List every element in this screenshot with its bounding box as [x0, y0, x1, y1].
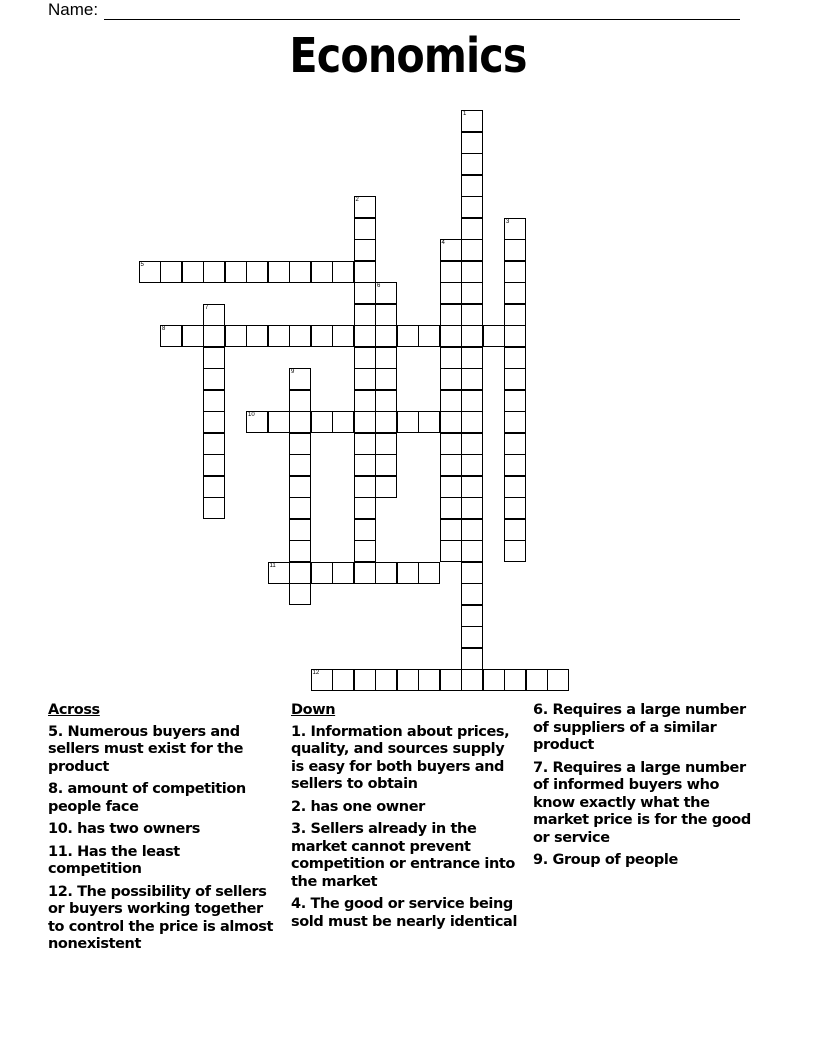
- across-heading: Across: [48, 702, 100, 718]
- grid-cell[interactable]: [440, 390, 462, 412]
- grid-cell[interactable]: [289, 454, 311, 476]
- grid-cell[interactable]: [182, 325, 204, 347]
- across-clues: [48, 702, 278, 959]
- grid-cell[interactable]: [160, 261, 182, 283]
- grid-cell[interactable]: [332, 562, 354, 584]
- grid-cell[interactable]: [418, 411, 440, 433]
- grid-cell[interactable]: [203, 261, 225, 283]
- grid-cell[interactable]: [504, 304, 526, 326]
- grid-cell[interactable]: [547, 669, 569, 691]
- grid-cell[interactable]: [526, 669, 548, 691]
- clue-number: 12: [312, 670, 320, 676]
- grid-cell[interactable]: [504, 519, 526, 541]
- grid-cell[interactable]: [354, 411, 376, 433]
- grid-cell[interactable]: [289, 497, 311, 519]
- grid-cell[interactable]: [268, 325, 290, 347]
- clue-down-4: 4. The good or service being sold must be nearly identical: [291, 896, 518, 930]
- grid-cell[interactable]: [461, 368, 483, 390]
- grid-cell[interactable]: [440, 540, 462, 562]
- grid-cell[interactable]: [375, 476, 397, 498]
- grid-cell[interactable]: [504, 325, 526, 347]
- grid-cell[interactable]: [332, 325, 354, 347]
- grid-cell[interactable]: [461, 626, 483, 648]
- grid-cell[interactable]: [461, 583, 483, 605]
- clue-number: 3: [506, 218, 510, 225]
- grid-cell[interactable]: [354, 282, 376, 304]
- grid-cell[interactable]: [354, 347, 376, 369]
- clue-number: 10: [248, 412, 255, 418]
- grid-cell[interactable]: [461, 132, 483, 154]
- grid-cell[interactable]: [246, 411, 268, 433]
- grid-cell[interactable]: [375, 390, 397, 412]
- clue-down-7: 7. Requires a large number of informed buyers who know exactly what the market price is for the good or service: [533, 759, 751, 846]
- grid-cell[interactable]: [246, 325, 268, 347]
- grid-cell[interactable]: [225, 261, 247, 283]
- grid-cell[interactable]: [182, 261, 204, 283]
- grid-cell[interactable]: [203, 497, 225, 519]
- grid-cell[interactable]: [483, 325, 505, 347]
- clue-down-6: 6. Requires a large number of suppliers of a similar product: [533, 702, 746, 753]
- name-label: Name:: [48, 0, 99, 19]
- grid-cell[interactable]: [440, 497, 462, 519]
- clue-across-8: 8. amount of competition people face: [48, 781, 246, 815]
- grid-cell[interactable]: [268, 261, 290, 283]
- grid-cell[interactable]: [203, 347, 225, 369]
- grid-cell[interactable]: [483, 669, 505, 691]
- grid-cell[interactable]: [289, 583, 311, 605]
- grid-cell[interactable]: [375, 282, 397, 304]
- grid-cell[interactable]: [440, 411, 462, 433]
- grid-cell[interactable]: [461, 669, 483, 691]
- grid-cell[interactable]: [289, 368, 311, 390]
- grid-cell[interactable]: [203, 433, 225, 455]
- grid-cell[interactable]: [504, 433, 526, 455]
- grid-cell[interactable]: [289, 261, 311, 283]
- grid-cell[interactable]: [311, 411, 333, 433]
- grid-cell[interactable]: [246, 261, 268, 283]
- grid-cell[interactable]: [461, 218, 483, 240]
- grid-cell[interactable]: [354, 239, 376, 261]
- grid-cell[interactable]: [440, 433, 462, 455]
- clue-across-10: 10. has two owners: [48, 821, 200, 837]
- grid-cell[interactable]: [354, 497, 376, 519]
- grid-cell[interactable]: [203, 304, 225, 326]
- grid-cell[interactable]: [504, 218, 526, 240]
- grid-cell[interactable]: [440, 325, 462, 347]
- clue-across-11: 11. Has the least competition: [48, 843, 180, 877]
- grid-cell[interactable]: [461, 239, 483, 261]
- grid-cell[interactable]: [289, 411, 311, 433]
- grid-cell[interactable]: [397, 669, 419, 691]
- clue-across-12: 12. The possibility of sellers or buyers working together to control the price is almost nonexistent: [48, 883, 274, 952]
- grid-cell[interactable]: [289, 325, 311, 347]
- grid-cell[interactable]: [418, 325, 440, 347]
- clue-across-5: 5. Numerous buyers and sellers must exist for the product: [48, 723, 244, 775]
- grid-cell[interactable]: [203, 476, 225, 498]
- grid-cell[interactable]: [354, 454, 376, 476]
- grid-cell[interactable]: [440, 669, 462, 691]
- grid-cell[interactable]: [461, 519, 483, 541]
- grid-cell[interactable]: [440, 347, 462, 369]
- grid-cell[interactable]: [289, 519, 311, 541]
- grid-cell[interactable]: [160, 325, 182, 347]
- down-clues-continued: [533, 702, 763, 875]
- grid-cell[interactable]: [397, 562, 419, 584]
- grid-cell[interactable]: [418, 562, 440, 584]
- grid-cell[interactable]: [225, 325, 247, 347]
- grid-cell[interactable]: [354, 304, 376, 326]
- grid-cell[interactable]: [354, 325, 376, 347]
- grid-cell[interactable]: [440, 368, 462, 390]
- clue-number: 4: [441, 240, 445, 246]
- grid-cell[interactable]: [461, 282, 483, 304]
- grid-cell[interactable]: [440, 261, 462, 283]
- grid-cell[interactable]: [375, 368, 397, 390]
- grid-cell[interactable]: [504, 347, 526, 369]
- grid-cell[interactable]: [203, 368, 225, 390]
- grid-cell[interactable]: [461, 325, 483, 347]
- grid-cell[interactable]: [354, 519, 376, 541]
- grid-cell[interactable]: [504, 476, 526, 498]
- grid-cell[interactable]: [440, 239, 462, 261]
- down-clues: [291, 702, 521, 936]
- grid-cell[interactable]: [504, 540, 526, 562]
- clue-down-3: 3. Sellers already in the market cannot prevent competition or entrance into the market: [291, 821, 515, 890]
- clue-number: 11: [269, 562, 276, 569]
- clue-number: 1: [463, 111, 467, 117]
- grid-cell[interactable]: [203, 454, 225, 476]
- clue-down-9: 9. Group of people: [533, 852, 678, 868]
- grid-cell[interactable]: [289, 562, 311, 584]
- grid-cell[interactable]: [461, 110, 483, 132]
- grid-cell[interactable]: [397, 411, 419, 433]
- grid-cell[interactable]: [311, 669, 333, 691]
- grid-cell[interactable]: [203, 325, 225, 347]
- grid-cell[interactable]: [354, 540, 376, 562]
- grid-cell[interactable]: [504, 282, 526, 304]
- grid-cell[interactable]: [504, 411, 526, 433]
- grid-cell[interactable]: [461, 433, 483, 455]
- grid-cell[interactable]: [354, 476, 376, 498]
- grid-cell[interactable]: [268, 411, 290, 433]
- grid-cell[interactable]: [461, 497, 483, 519]
- grid-cell[interactable]: [461, 175, 483, 197]
- grid-cell[interactable]: [418, 669, 440, 691]
- clue-number: 8: [162, 326, 166, 332]
- grid-cell[interactable]: [354, 669, 376, 691]
- grid-cell[interactable]: [375, 325, 397, 347]
- grid-cell[interactable]: [461, 196, 483, 218]
- clue-number: 7: [205, 304, 209, 311]
- grid-cell[interactable]: [354, 433, 376, 455]
- grid-cell[interactable]: [375, 562, 397, 584]
- grid-cell[interactable]: [375, 454, 397, 476]
- grid-cell[interactable]: [289, 476, 311, 498]
- grid-cell[interactable]: [440, 454, 462, 476]
- clue-number: 2: [355, 197, 359, 203]
- grid-cell[interactable]: [504, 669, 526, 691]
- grid-cell[interactable]: [504, 261, 526, 283]
- grid-cell[interactable]: [203, 411, 225, 433]
- grid-cell[interactable]: [461, 454, 483, 476]
- grid-cell[interactable]: [375, 433, 397, 455]
- grid-cell[interactable]: [289, 540, 311, 562]
- grid-cell[interactable]: [461, 648, 483, 670]
- clue-down-2: 2. has one owner: [291, 798, 425, 815]
- grid-cell[interactable]: [311, 325, 333, 347]
- grid-cell[interactable]: [504, 454, 526, 476]
- clue-number: 6: [377, 283, 381, 289]
- grid-cell[interactable]: [461, 390, 483, 412]
- grid-cell[interactable]: [375, 347, 397, 369]
- grid-cell[interactable]: [289, 433, 311, 455]
- grid-cell[interactable]: [440, 476, 462, 498]
- grid-cell[interactable]: [332, 411, 354, 433]
- grid-cell[interactable]: [332, 669, 354, 691]
- grid-cell[interactable]: [461, 347, 483, 369]
- grid-cell[interactable]: [375, 411, 397, 433]
- grid-cell[interactable]: [375, 304, 397, 326]
- grid-cell[interactable]: [354, 368, 376, 390]
- down-heading: Down: [291, 702, 336, 718]
- grid-cell[interactable]: [311, 562, 333, 584]
- grid-cell[interactable]: [504, 497, 526, 519]
- grid-cell[interactable]: [461, 476, 483, 498]
- grid-cell[interactable]: [461, 562, 483, 584]
- grid-cell[interactable]: [354, 218, 376, 240]
- grid-cell[interactable]: [354, 390, 376, 412]
- clue-number: 9: [291, 369, 295, 375]
- grid-cell[interactable]: [440, 304, 462, 326]
- grid-cell[interactable]: [461, 540, 483, 562]
- grid-cell[interactable]: [461, 261, 483, 283]
- grid-cell[interactable]: [268, 562, 290, 584]
- clue-number: 5: [140, 261, 144, 268]
- grid-cell[interactable]: [504, 390, 526, 412]
- puzzle-title: Economics: [289, 28, 527, 84]
- grid-cell[interactable]: [354, 196, 376, 218]
- grid-cell[interactable]: [203, 390, 225, 412]
- grid-cell[interactable]: [289, 390, 311, 412]
- grid-cell[interactable]: [461, 605, 483, 627]
- grid-cell[interactable]: [332, 261, 354, 283]
- grid-cell[interactable]: [397, 325, 419, 347]
- grid-cell[interactable]: [139, 261, 161, 283]
- grid-cell[interactable]: [440, 519, 462, 541]
- grid-cell[interactable]: [354, 261, 376, 283]
- grid-cell[interactable]: [461, 153, 483, 175]
- grid-cell[interactable]: [504, 368, 526, 390]
- grid-cell[interactable]: [311, 261, 333, 283]
- grid-cell[interactable]: [461, 304, 483, 326]
- grid-cell[interactable]: [440, 282, 462, 304]
- grid-cell[interactable]: [375, 669, 397, 691]
- grid-cell[interactable]: [504, 239, 526, 261]
- clue-down-1: 1. Information about prices, quality, and sources supply is easy for both buyers and sellers to obtain: [291, 723, 510, 792]
- grid-cell[interactable]: [354, 562, 376, 584]
- grid-cell[interactable]: [461, 411, 483, 433]
